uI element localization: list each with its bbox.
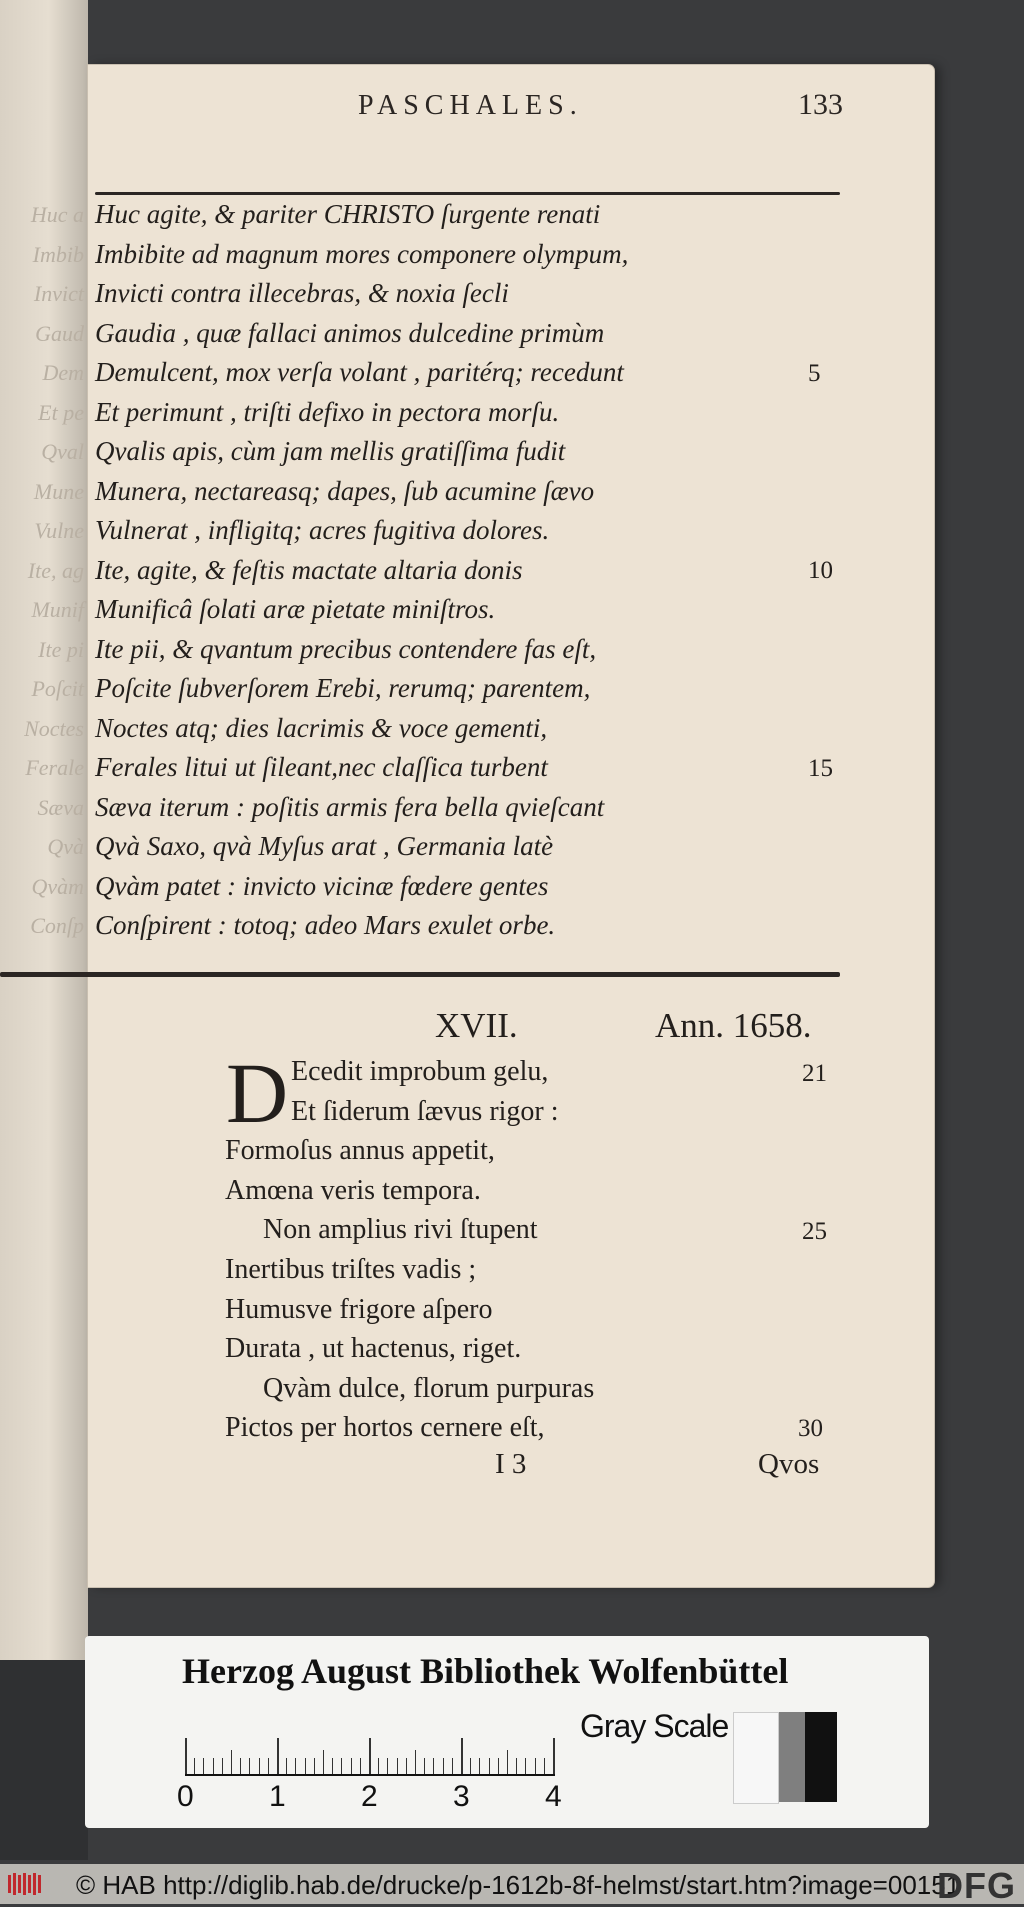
poem-line: Ferales litui ut ſileant,nec claſſica turbent xyxy=(95,752,548,782)
scale-ruler xyxy=(177,1716,615,1813)
section-year: Ann. 1658. xyxy=(655,1006,812,1045)
bleed-through-line: Mune xyxy=(33,478,84,504)
ruler-tick xyxy=(443,1758,444,1774)
poem-line: Demulcent, mox verſa volant , paritérq; recedunt xyxy=(95,357,624,387)
poem-line: Vulnerat , infligitq; acres fugitiva dolores. xyxy=(95,515,550,545)
gray-swatch-dark xyxy=(805,1712,837,1802)
ruler-tick xyxy=(286,1758,287,1774)
ruler-tick xyxy=(332,1758,333,1774)
poem-line: Munera, nectareasq; dapes, ſub acumine ſævo xyxy=(95,475,595,506)
ruler-tick xyxy=(323,1750,324,1774)
line-number: 15 xyxy=(808,755,833,782)
line-number: 5 xyxy=(808,360,821,387)
ruler-tick xyxy=(351,1758,352,1774)
bleed-through-line: Sæva xyxy=(37,794,84,820)
poem-line: Ite, agite, & feſtis mactate altaria donis xyxy=(95,554,523,585)
ruler-tick xyxy=(222,1758,223,1774)
poem-line: Non amplius rivi ſtupent xyxy=(263,1214,538,1246)
ruler-tick xyxy=(341,1758,342,1774)
ruler-tick xyxy=(194,1758,195,1774)
footer-bar xyxy=(0,1864,1024,1904)
ruler-tick xyxy=(415,1750,416,1774)
bleed-through-line: Ferale xyxy=(25,755,84,780)
ruler-tick xyxy=(259,1758,260,1774)
poem-line: Noctes atq; dies lacrimis & voce gementi, xyxy=(95,712,548,743)
ruler-tick xyxy=(213,1758,214,1774)
ruler-tick xyxy=(424,1758,425,1774)
gray-scale-label: Gray Scale xyxy=(580,1708,729,1744)
poem-line: Sæva iterum : poſitis armis fera bella qvieſcant xyxy=(95,791,605,822)
ruler-tick xyxy=(544,1758,545,1774)
adjacent-page-shadow xyxy=(0,1660,88,1860)
ruler-number: 2 xyxy=(361,1780,378,1813)
poem-line: Gaudia , quæ fallaci animos dulcedine primùm xyxy=(95,317,605,348)
poem-line: Qvalis apis, cùm jam mellis gratiſſima fudit xyxy=(95,436,566,466)
bleed-through-line: Munif xyxy=(31,597,84,622)
footer-url[interactable]: © HAB http://diglib.hab.de/drucke/p-1612b-8f-helmst/start.htm?image=00151 xyxy=(76,1870,961,1900)
poem-line: Imbibite ad magnum mores componere olympum, xyxy=(95,238,629,269)
ruler-tick xyxy=(452,1758,453,1774)
bleed-through-line: Noctes xyxy=(24,715,84,741)
ruler-tick xyxy=(249,1758,250,1774)
ruler-tick xyxy=(268,1758,269,1774)
bleed-through-line: Qval xyxy=(41,439,84,464)
ruler-tick xyxy=(525,1758,526,1774)
ruler-tick xyxy=(369,1738,371,1774)
ruler-tick xyxy=(231,1750,232,1774)
poem-line: Et perimunt , triſti defixo in pectora morſu. xyxy=(95,396,560,427)
bleed-through-line: Ite, ag xyxy=(27,557,84,583)
bleed-through-line: Huc a xyxy=(30,202,84,227)
bleed-through-text xyxy=(0,195,88,946)
ruler-tick xyxy=(479,1758,480,1774)
poem-line: Conſpirent : totoq; adeo Mars exulet orbe. xyxy=(95,910,556,940)
ruler-number: 1 xyxy=(269,1780,286,1813)
poem-line: Qvà Saxo, qvà Myſus arat , Germania latè xyxy=(95,831,554,861)
ruler-tick xyxy=(378,1758,379,1774)
ruler-tick xyxy=(387,1758,388,1774)
bleed-through-line: Et pe xyxy=(38,399,84,425)
gray-swatch-light xyxy=(733,1712,779,1804)
poem-line: Durata , ut hactenus, riget. xyxy=(225,1333,522,1365)
poem-upper xyxy=(95,195,795,946)
ruler-tick xyxy=(185,1738,187,1774)
poem-line: Formoſus annus appetit, xyxy=(225,1135,495,1167)
library-name: Herzog August Bibliothek Wolfenbüttel xyxy=(182,1651,789,1691)
ruler-tick xyxy=(470,1758,471,1774)
poem-line: Humusve frigore aſpero xyxy=(225,1293,493,1325)
ruler-number: 0 xyxy=(177,1780,194,1813)
signature-mark: I 3 xyxy=(495,1448,527,1480)
dfg-logo: DFG xyxy=(937,1865,1016,1906)
poem-line: Ecedit improbum gelu, xyxy=(291,1056,549,1087)
bleed-through-line: Invict xyxy=(33,281,84,306)
ruler-number: 3 xyxy=(453,1780,470,1813)
poem-line: Munificâ ſolati aræ pietate miniſtros. xyxy=(95,594,496,624)
ruler-tick xyxy=(305,1758,306,1774)
poem-line: Huc agite, & pariter CHRISTO ſurgente renati xyxy=(95,199,601,229)
poem-line: Invicti contra illecebras, & noxia ſecli xyxy=(95,278,509,308)
poem-line: Ite pii, & qvantum precibus contendere fas eſt, xyxy=(95,633,597,664)
ruler-tick xyxy=(314,1758,315,1774)
running-head: PASCHALES. xyxy=(358,90,583,121)
ruler-tick xyxy=(295,1758,296,1774)
ruler-number: 4 xyxy=(545,1780,562,1813)
poem-line: Pictos per hortos cernere eſt, xyxy=(225,1412,545,1444)
poem-line: Poſcite ſubverſorem Erebi, rerumq; parentem, xyxy=(95,673,591,703)
section-divider-rule xyxy=(0,972,840,977)
section-number: XVII. xyxy=(435,1006,518,1045)
ruler-tick xyxy=(203,1758,204,1774)
line-number: 30 xyxy=(798,1415,823,1442)
line-number: 25 xyxy=(802,1218,827,1245)
page-header xyxy=(268,90,868,130)
bleed-through-line: Dem xyxy=(42,360,84,385)
line-number: 10 xyxy=(808,557,833,584)
color-calibration-card xyxy=(85,1636,929,1828)
ruler-tick xyxy=(507,1750,508,1774)
poem-line: Et ſiderum ſævus rigor : xyxy=(291,1095,559,1127)
bleed-through-line: Ite pi xyxy=(38,636,84,662)
drop-cap: D xyxy=(226,1045,289,1141)
bleed-through-line: Imbib xyxy=(32,241,84,267)
bleed-through-line: Gaud xyxy=(35,320,84,346)
ruler-tick xyxy=(240,1758,241,1774)
ruler-tick xyxy=(433,1758,434,1774)
catchword: Qvos xyxy=(758,1448,820,1480)
ruler-tick xyxy=(360,1758,361,1774)
bleed-through-line: Vulne xyxy=(34,518,84,543)
bleed-through-line: Conſp xyxy=(30,913,84,938)
hab-logo-icon xyxy=(6,1871,46,1897)
line-number: 21 xyxy=(802,1060,827,1087)
ruler-tick xyxy=(535,1758,536,1774)
bleed-through-line: Poſcit xyxy=(31,676,84,701)
ruler-tick xyxy=(516,1758,517,1774)
ruler-tick xyxy=(498,1758,499,1774)
ruler-tick xyxy=(553,1738,555,1774)
poem-lower xyxy=(225,1045,745,1448)
poem-line: Amœna veris tempora. xyxy=(225,1174,481,1206)
gray-swatch-mid xyxy=(779,1712,805,1802)
ruler-tick xyxy=(406,1758,407,1774)
bleed-through-line: Qvàm xyxy=(31,873,84,899)
poem-line: Qvàm patet : invicto vicinæ fœdere gentes xyxy=(95,870,549,901)
ruler-tick xyxy=(277,1738,279,1774)
ruler-tick xyxy=(461,1738,463,1774)
bleed-through-line: Qvà xyxy=(47,834,84,859)
page-number: 133 xyxy=(798,88,843,121)
ruler-baseline xyxy=(185,1774,555,1776)
poem-line: Inertibus triſtes vadis ; xyxy=(225,1253,477,1285)
ruler-tick xyxy=(397,1758,398,1774)
ruler-tick xyxy=(489,1758,490,1774)
poem-line: Qvàm dulce, florum purpuras xyxy=(263,1372,595,1404)
